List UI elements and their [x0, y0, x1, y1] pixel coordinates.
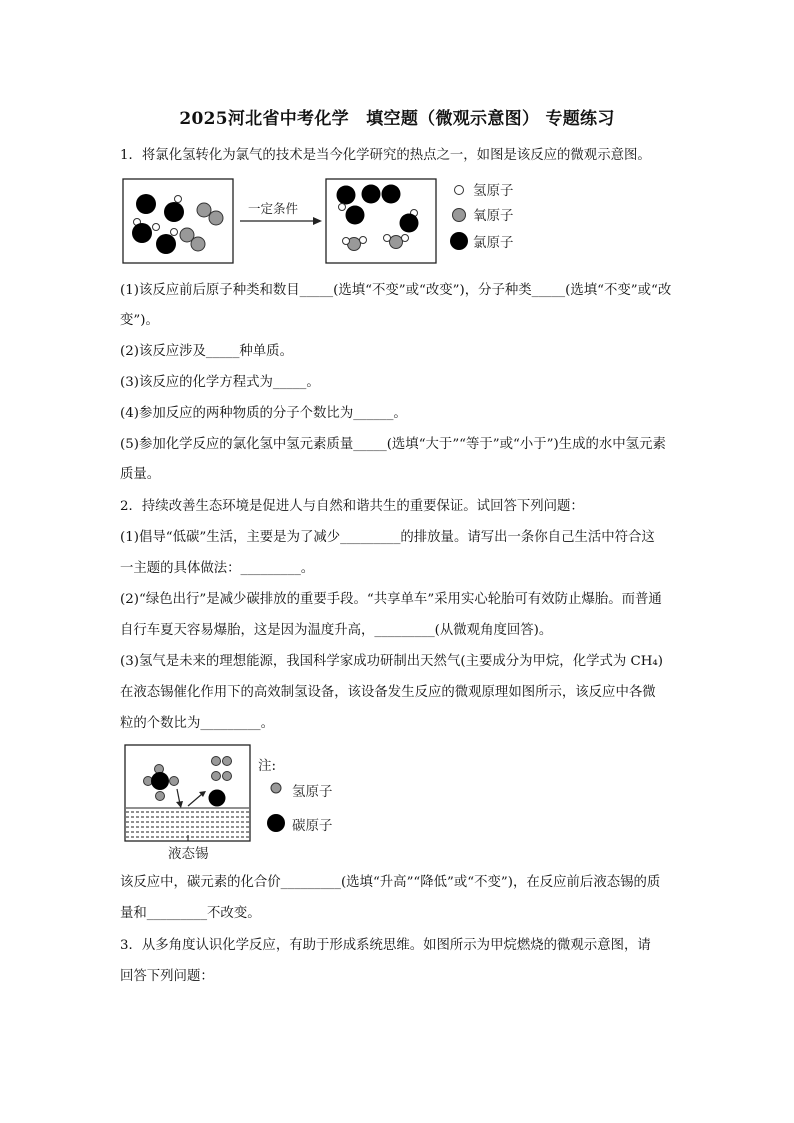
q2-sub2-a: (2)“绿色出行”是减少碳排放的重要手段。“共享单车”采用实心轮胎可有效防止爆胎。而普通 — [120, 592, 662, 607]
legend-chlorine: 氯原子 — [473, 235, 514, 251]
legend-hydrogen: 氢原子 — [473, 183, 514, 199]
q3-stem-a: 3．从多角度认识化学反应，有助于形成系统思维。如图所示为甲烷燃烧的微观示意图，请 — [120, 938, 651, 953]
reactant-molecules — [132, 194, 223, 254]
q2-sub1-a: (1)倡导“低碳”生活，主要是为了减少_________的排放量。请写出一条你自己生活中符合这 — [120, 530, 655, 545]
q2-sub3-c: 粒的个数比为_________。 — [120, 716, 274, 731]
q1-sub5-b: 质量。 — [120, 467, 161, 482]
q2-sub1-b: 一主题的具体做法：_________。 — [120, 561, 315, 576]
arrow-label: 一定条件 — [248, 201, 299, 216]
q2-sub3-b: 在液态锡催化作用下的高效制氢设备，该设备发生反应的微观原理如图所示，该反应中各微 — [120, 685, 656, 700]
q3-stem-b: 回答下列问题： — [120, 969, 214, 984]
q2-sub3-a: (3)氢气是未来的理想能源，我国科学家成功研制出天然气(主要成分为甲烷，化学式为 CH₄) — [120, 654, 664, 669]
legend-oxygen: 氧原子 — [473, 208, 514, 224]
legend-hydrogen-2: 氢原子 — [292, 784, 333, 800]
q1-sub1-a: (1)该反应前后原子种类和数目_____(选填“不变”或“改变”)，分子种类_____(选填“不变”或“改 — [120, 283, 672, 298]
q1-reaction-diagram — [120, 175, 540, 267]
q2-after-a: 该反应中，碳元素的化合价_________(选填“升高”“降低”或“不变”)，在反应前后液态锡的质 — [120, 875, 661, 890]
q2-sub2-b: 自行车夏天容易爆胎，这是因为温度升高，_________(从微观角度回答)。 — [120, 623, 553, 638]
q1-sub2: (2)该反应涉及_____种单质。 — [120, 344, 293, 359]
note-label: 注: — [258, 758, 277, 774]
q1-sub3: (3)该反应的化学方程式为_____。 — [120, 375, 320, 390]
q1-sub5-a: (5)参加化学反应的氯化氢中氢元素质量_____(选填“大于”“等于”或“小于”)生成的水中氢元素 — [120, 437, 666, 452]
q1-stem: 1．将氯化氢转化为氯气的技术是当今化学研究的热点之一，如图是该反应的微观示意图。 — [120, 148, 651, 163]
q2-stem: 2．持续改善生态环境是促进人与自然和谐共生的重要保证。试回答下列问题： — [120, 499, 584, 514]
page-title: 2025河北省中考化学 填空题（微观示意图） 专题练习 — [179, 109, 615, 129]
q1-sub4: (4)参加反应的两种物质的分子个数比为______。 — [120, 406, 407, 421]
product-molecules — [337, 185, 419, 251]
liquid-tin-label: 液态锡 — [168, 846, 209, 862]
q1-sub1-b: 变”)。 — [120, 313, 159, 328]
q2-tin-reactor-diagram — [120, 742, 360, 864]
legend-carbon: 碳原子 — [292, 818, 333, 834]
q2-after-b: 量和_________不改变。 — [120, 906, 261, 921]
